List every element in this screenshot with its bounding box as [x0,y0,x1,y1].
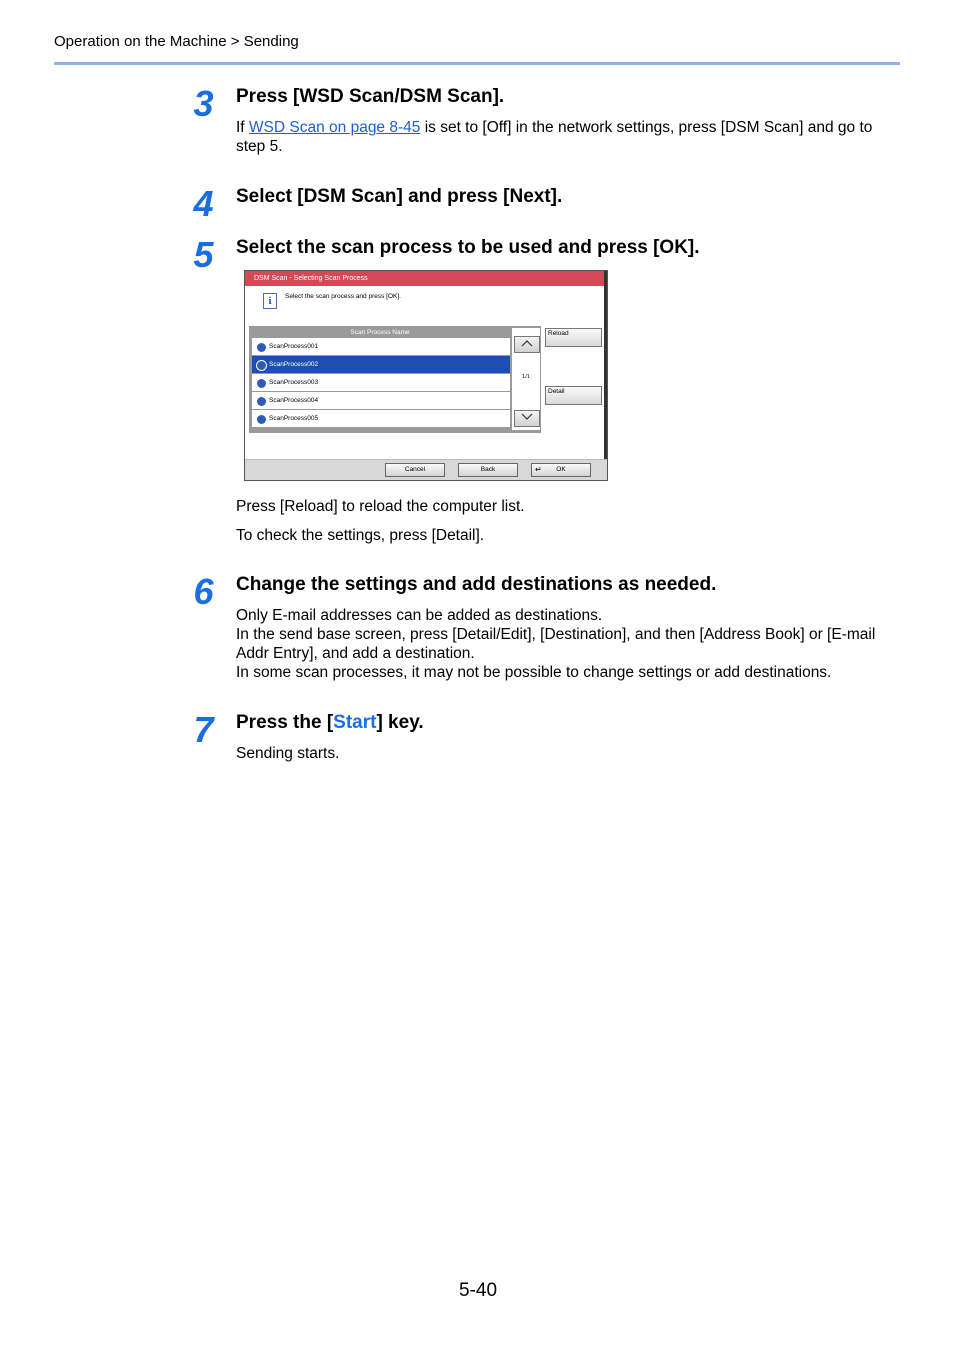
chevron-up-icon [521,339,533,347]
step-number-4: 4 [193,183,213,224]
list-scrollbar [512,328,540,430]
step-title-7 [236,712,424,734]
step-6-line: In the send base screen, press [Detail/Edit], [Destination], and then [Address Book] or [E-mail Addr Entry], and add a destination. [236,626,876,662]
step-5-body-1: Press [Reload] to reload the computer list. [236,498,525,515]
list-item-selected[interactable] [252,356,510,374]
step-7-body: Sending starts. [236,745,340,762]
scan-process-icon [256,342,267,353]
ok-button[interactable] [531,463,591,477]
back-button[interactable]: Back [458,463,518,477]
wsd-scan-link[interactable]: WSD Scan on page 8-45 [248,119,421,136]
scan-process-list [249,326,541,433]
panel-bottom-bar [245,459,607,480]
list-item[interactable] [252,374,510,392]
step-3-text-post: is set to [Off] in the network settings, press [DSM Scan] and go to step 5. [236,119,873,155]
step-7-title-suffix: ] key. [376,712,424,733]
step-3-body [236,118,900,156]
step-title-3: Press [WSD Scan/DSM Scan]. [236,86,505,107]
step-title-4: Select [DSM Scan] and press [Next]. [236,186,563,207]
reload-button[interactable]: Reload [545,328,602,347]
cancel-button[interactable]: Cancel [385,463,445,477]
list-item-label: ScanProcess005 [269,415,319,422]
scroll-up-button[interactable] [514,336,540,353]
header-rule [54,62,900,65]
scan-process-icon [256,414,267,425]
info-icon: i [263,293,277,309]
step-6-line: In some scan processes, it may not be possible to change settings or add destinations. [236,664,832,681]
panel-title: DSM Scan - Selecting Scan Process [245,271,607,286]
list-item[interactable] [252,410,510,428]
step-number-6: 6 [193,571,213,612]
step-number-7: 7 [193,709,213,750]
breadcrumb: Operation on the Machine > Sending [54,33,299,50]
step-title-6: Change the settings and add destinations as needed. [236,574,717,595]
page-indicator: 1/1 [522,374,530,380]
scan-process-icon [256,396,267,407]
start-key-label: Start [333,712,377,733]
list-header: Scan Process Name [251,328,509,337]
step-3-text-pre: If [236,119,249,136]
ok-label: OK [556,466,566,473]
list-item-label: ScanProcess002 [269,361,319,368]
chevron-down-icon [521,413,533,421]
step-6-body [236,606,900,682]
detail-button[interactable]: Detail [545,386,602,405]
step-number-3: 3 [193,83,213,124]
step-number-5: 5 [193,234,213,275]
step-5-body-2: To check the settings, press [Detail]. [236,527,485,544]
step-title-5: Select the scan process to be used and press [OK]. [236,237,700,258]
step-7-title-prefix: Press the [ [236,712,334,733]
list-item-label: ScanProcess003 [269,379,319,386]
page-number: 5-40 [459,1280,498,1301]
panel-edge [604,271,607,480]
scan-process-icon [256,360,267,371]
scan-process-icon [256,378,267,389]
list-item[interactable] [252,338,510,356]
list-item[interactable] [252,392,510,410]
list-item-label: ScanProcess001 [269,343,319,350]
scroll-down-button[interactable] [514,410,540,427]
enter-icon: ↵ [535,465,542,474]
list-item-label: ScanProcess004 [269,397,319,404]
panel-message: Select the scan process and press [OK]. [285,293,401,300]
step-6-line: Only E-mail addresses can be added as destinations. [236,607,603,624]
dsm-scan-panel [244,270,608,481]
